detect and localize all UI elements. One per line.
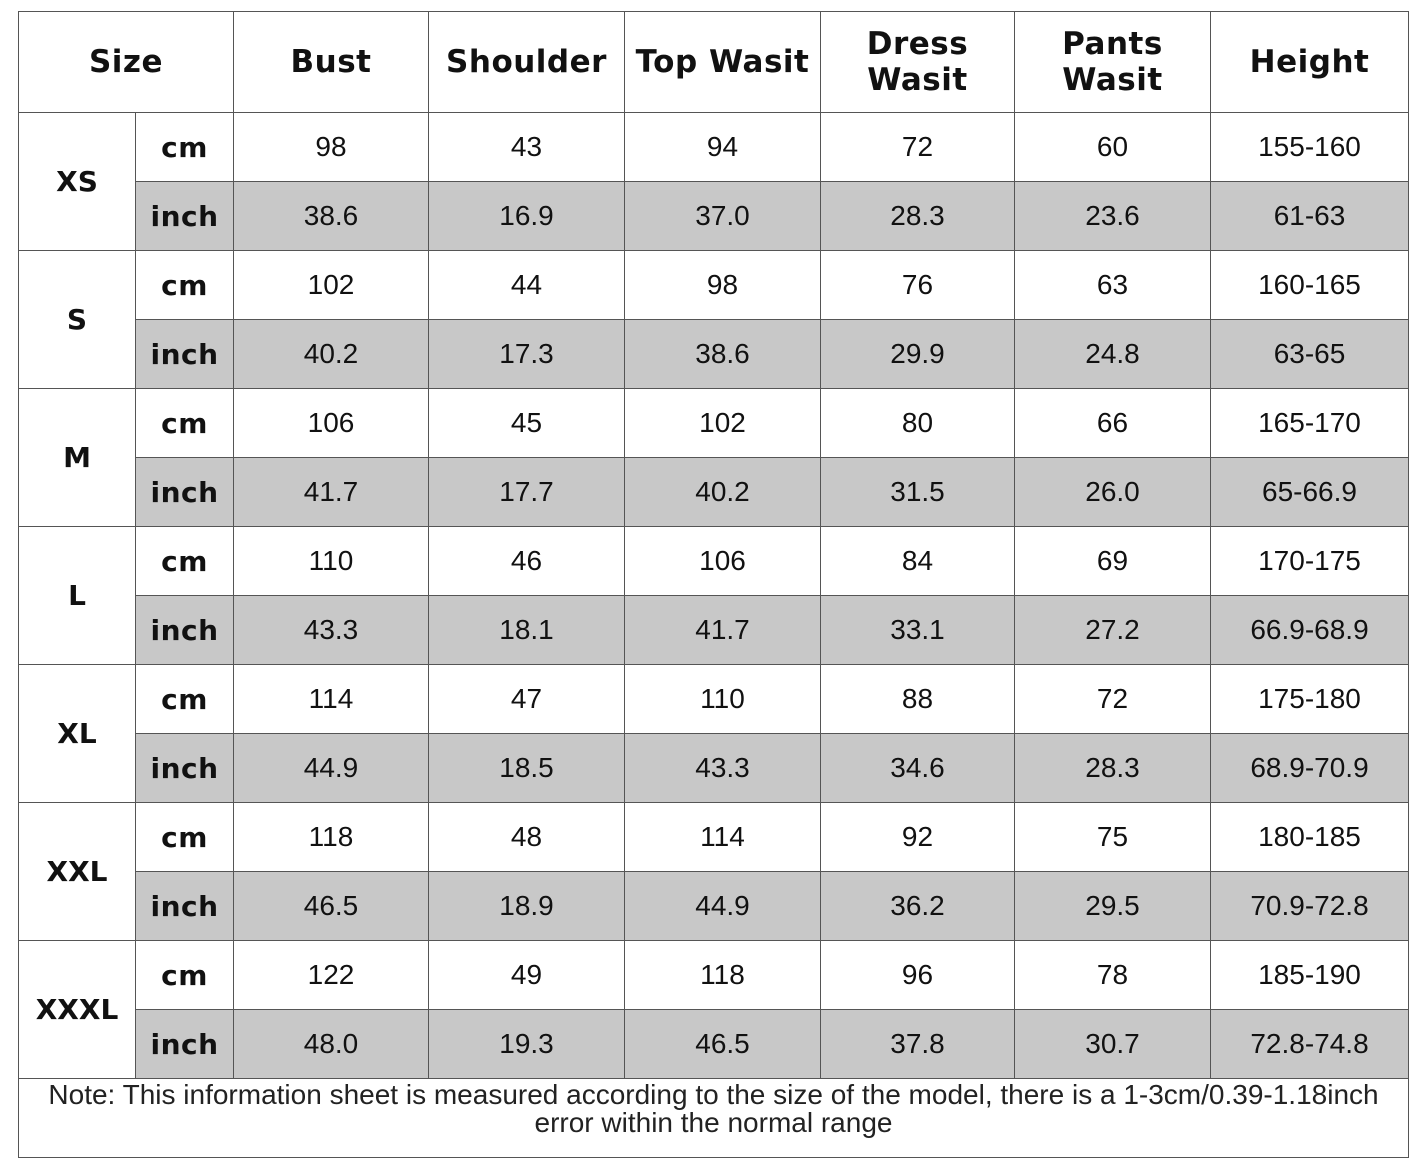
cell-dress-waist: 80: [821, 389, 1015, 458]
size-label-xl: XL: [19, 665, 136, 803]
cell-top-waist: 114: [625, 803, 821, 872]
cell-shoulder: 48: [429, 803, 625, 872]
cell-shoulder: 17.7: [429, 458, 625, 527]
cell-top-waist: 44.9: [625, 872, 821, 941]
cell-pants-waist: 29.5: [1015, 872, 1211, 941]
unit-inch: inch: [136, 458, 234, 527]
cell-dress-waist: 88: [821, 665, 1015, 734]
cell-bust: 40.2: [234, 320, 429, 389]
unit-inch: inch: [136, 734, 234, 803]
cell-bust: 43.3: [234, 596, 429, 665]
cell-bust: 122: [234, 941, 429, 1010]
cell-dress-waist: 36.2: [821, 872, 1015, 941]
header-dress-waist: [821, 12, 1015, 113]
table-row-xl-inch: [19, 734, 1409, 803]
cell-top-waist: 106: [625, 527, 821, 596]
cell-shoulder: 45: [429, 389, 625, 458]
unit-inch: inch: [136, 596, 234, 665]
cell-bust: 46.5: [234, 872, 429, 941]
table-row-s-inch: [19, 320, 1409, 389]
cell-shoulder: 46: [429, 527, 625, 596]
cell-height: 68.9-70.9: [1211, 734, 1409, 803]
cell-dress-waist: 33.1: [821, 596, 1015, 665]
cell-height: 155-160: [1211, 113, 1409, 182]
cell-height: 165-170: [1211, 389, 1409, 458]
table-row-m-cm: [19, 389, 1409, 458]
unit-cm: cm: [136, 941, 234, 1010]
cell-top-waist: 102: [625, 389, 821, 458]
header-top-waist: Top Wasit: [625, 12, 821, 113]
unit-cm: cm: [136, 665, 234, 734]
cell-dress-waist: 72: [821, 113, 1015, 182]
unit-inch: inch: [136, 1010, 234, 1079]
cell-top-waist: 41.7: [625, 596, 821, 665]
cell-shoulder: 49: [429, 941, 625, 1010]
unit-inch: inch: [136, 182, 234, 251]
cell-height: 72.8-74.8: [1211, 1010, 1409, 1079]
table-row-s-cm: [19, 251, 1409, 320]
cell-top-waist: 40.2: [625, 458, 821, 527]
cell-shoulder: 16.9: [429, 182, 625, 251]
table-row-xxl-inch: [19, 872, 1409, 941]
cell-pants-waist: 60: [1015, 113, 1211, 182]
cell-bust: 48.0: [234, 1010, 429, 1079]
cell-shoulder: 17.3: [429, 320, 625, 389]
cell-height: 61-63: [1211, 182, 1409, 251]
unit-inch: inch: [136, 872, 234, 941]
measurement-note: Note: This information sheet is measured according to the size of the model, there is a 1-3cm/0.39-1.18inch error within the normal range: [19, 1079, 1409, 1158]
header-pants-waist-line2: Wasit: [1062, 62, 1163, 98]
cell-height: 63-65: [1211, 320, 1409, 389]
cell-pants-waist: 66: [1015, 389, 1211, 458]
size-label-l: L: [19, 527, 136, 665]
header-height: Height: [1211, 12, 1409, 113]
cell-bust: 38.6: [234, 182, 429, 251]
cell-dress-waist: 76: [821, 251, 1015, 320]
cell-height: 70.9-72.8: [1211, 872, 1409, 941]
table-row-xxxl-inch: [19, 1010, 1409, 1079]
cell-top-waist: 98: [625, 251, 821, 320]
cell-dress-waist: 29.9: [821, 320, 1015, 389]
cell-top-waist: 37.0: [625, 182, 821, 251]
cell-bust: 118: [234, 803, 429, 872]
cell-dress-waist: 37.8: [821, 1010, 1015, 1079]
cell-top-waist: 110: [625, 665, 821, 734]
header-pants-waist: [1015, 12, 1211, 113]
header-row: [19, 12, 1409, 113]
cell-top-waist: 43.3: [625, 734, 821, 803]
cell-shoulder: 18.1: [429, 596, 625, 665]
cell-pants-waist: 24.8: [1015, 320, 1211, 389]
cell-shoulder: 18.9: [429, 872, 625, 941]
cell-pants-waist: 23.6: [1015, 182, 1211, 251]
cell-pants-waist: 69: [1015, 527, 1211, 596]
cell-dress-waist: 84: [821, 527, 1015, 596]
cell-pants-waist: 27.2: [1015, 596, 1211, 665]
unit-inch: inch: [136, 320, 234, 389]
cell-shoulder: 18.5: [429, 734, 625, 803]
size-label-xs: XS: [19, 113, 136, 251]
cell-pants-waist: 63: [1015, 251, 1211, 320]
header-shoulder: Shoulder: [429, 12, 625, 113]
table-row-l-cm: [19, 527, 1409, 596]
unit-cm: cm: [136, 803, 234, 872]
table-row-xs-inch: [19, 182, 1409, 251]
cell-bust: 44.9: [234, 734, 429, 803]
cell-height: 65-66.9: [1211, 458, 1409, 527]
cell-dress-waist: 34.6: [821, 734, 1015, 803]
cell-bust: 106: [234, 389, 429, 458]
size-label-xxl: XXL: [19, 803, 136, 941]
cell-bust: 114: [234, 665, 429, 734]
cell-height: 180-185: [1211, 803, 1409, 872]
cell-height: 185-190: [1211, 941, 1409, 1010]
cell-dress-waist: 96: [821, 941, 1015, 1010]
cell-pants-waist: 26.0: [1015, 458, 1211, 527]
cell-shoulder: 43: [429, 113, 625, 182]
cell-pants-waist: 75: [1015, 803, 1211, 872]
unit-cm: cm: [136, 389, 234, 458]
cell-height: 160-165: [1211, 251, 1409, 320]
cell-shoulder: 19.3: [429, 1010, 625, 1079]
header-bust: Bust: [234, 12, 429, 113]
header-dress-waist-line1: Dress: [866, 26, 969, 62]
cell-height: 175-180: [1211, 665, 1409, 734]
header-pants-waist-line1: Pants: [1062, 26, 1163, 62]
header-size: Size: [19, 12, 234, 113]
cell-pants-waist: 78: [1015, 941, 1211, 1010]
cell-bust: 41.7: [234, 458, 429, 527]
cell-top-waist: 38.6: [625, 320, 821, 389]
table-row-xs-cm: [19, 113, 1409, 182]
header-dress-waist-line2: Wasit: [867, 62, 968, 98]
cell-dress-waist: 31.5: [821, 458, 1015, 527]
note-row: [19, 1079, 1409, 1158]
cell-dress-waist: 28.3: [821, 182, 1015, 251]
cell-bust: 102: [234, 251, 429, 320]
cell-top-waist: 118: [625, 941, 821, 1010]
table-row-m-inch: [19, 458, 1409, 527]
size-label-s: S: [19, 251, 136, 389]
cell-top-waist: 46.5: [625, 1010, 821, 1079]
cell-bust: 110: [234, 527, 429, 596]
cell-height: 170-175: [1211, 527, 1409, 596]
size-label-xxxl: XXXL: [19, 941, 136, 1079]
cell-pants-waist: 28.3: [1015, 734, 1211, 803]
unit-cm: cm: [136, 527, 234, 596]
cell-shoulder: 47: [429, 665, 625, 734]
table-row-xxl-cm: [19, 803, 1409, 872]
table-row-xl-cm: [19, 665, 1409, 734]
cell-pants-waist: 72: [1015, 665, 1211, 734]
cell-height: 66.9-68.9: [1211, 596, 1409, 665]
table-row-l-inch: [19, 596, 1409, 665]
size-label-m: M: [19, 389, 136, 527]
cell-bust: 98: [234, 113, 429, 182]
unit-cm: cm: [136, 251, 234, 320]
cell-top-waist: 94: [625, 113, 821, 182]
cell-shoulder: 44: [429, 251, 625, 320]
size-chart-table: [18, 11, 1409, 1158]
cell-pants-waist: 30.7: [1015, 1010, 1211, 1079]
table-row-xxxl-cm: [19, 941, 1409, 1010]
unit-cm: cm: [136, 113, 234, 182]
cell-dress-waist: 92: [821, 803, 1015, 872]
